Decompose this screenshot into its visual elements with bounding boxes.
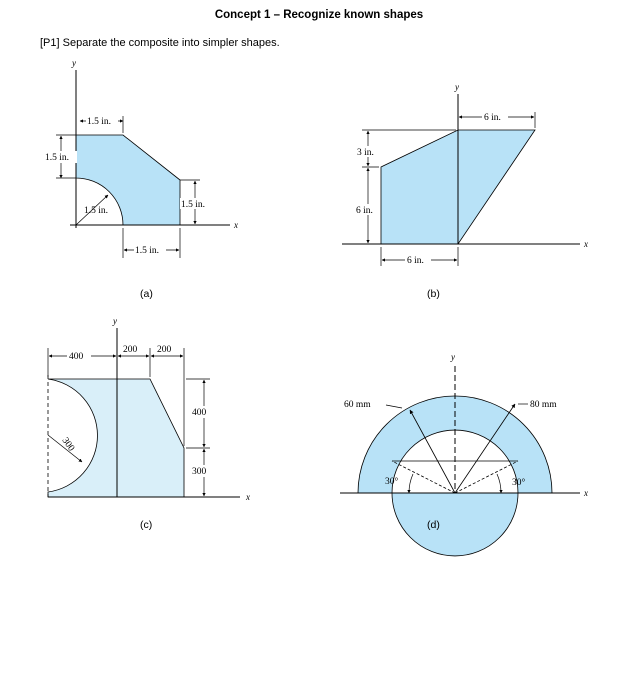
figure-a-x-label: x [234, 220, 238, 230]
figure-b-dim-upper: 3 in. [357, 148, 374, 158]
figure-a-dim-top: 1.5 in. [87, 117, 112, 127]
figure-c-dim-200-a: 200 [123, 345, 138, 355]
figure-a-dim-bottom: 1.5 in. [135, 246, 160, 256]
figure-c-dim-400-right: 400 [192, 408, 207, 418]
figure-d-dim-inner: 60 mm [344, 400, 371, 410]
figure-b-caption: (b) [427, 288, 440, 300]
problem-statement: [P1] Separate the composite into simpler shapes. [40, 37, 280, 49]
figure-c [48, 316, 250, 531]
figure-c-x-label: x [246, 492, 250, 502]
figure-b-dim-top: 6 in. [484, 113, 501, 123]
figure-b-dim-lower: 6 in. [356, 206, 373, 216]
figure-a-y-label: y [72, 58, 76, 68]
page-title: Concept 1 – Recognize known shapes [214, 9, 424, 21]
figure-d-y-label: y [451, 352, 455, 362]
figure-d-angle-left: 30° [385, 477, 399, 487]
figure-d-dim-outer: 80 mm [530, 400, 557, 410]
figure-a-dim-radius: 1.5 in. [84, 206, 109, 216]
figure-c-y-label: y [113, 316, 117, 326]
figure-a-caption: (a) [140, 288, 153, 300]
figure-a [45, 58, 238, 300]
figure-b [342, 82, 588, 300]
figure-d-caption: (d) [427, 519, 440, 531]
figure-d [340, 352, 588, 556]
figure-b-dim-bottom: 6 in. [407, 256, 424, 266]
figure-b-y-label: y [455, 82, 459, 92]
figure-d-angle-right: 30° [512, 478, 526, 488]
figure-b-x-label: x [584, 239, 588, 249]
figure-a-dim-right: 1.5 in. [181, 200, 206, 210]
figure-c-dim-200-b: 200 [157, 345, 172, 355]
figure-d-x-label: x [584, 488, 588, 498]
figure-c-dim-radius: 300 [59, 435, 76, 454]
figure-c-dim-300-right: 300 [192, 467, 207, 477]
figure-a-dim-left: 1.5 in. [45, 153, 70, 163]
figure-c-caption: (c) [140, 519, 153, 531]
figure-c-dim-400-top: 400 [69, 352, 84, 362]
